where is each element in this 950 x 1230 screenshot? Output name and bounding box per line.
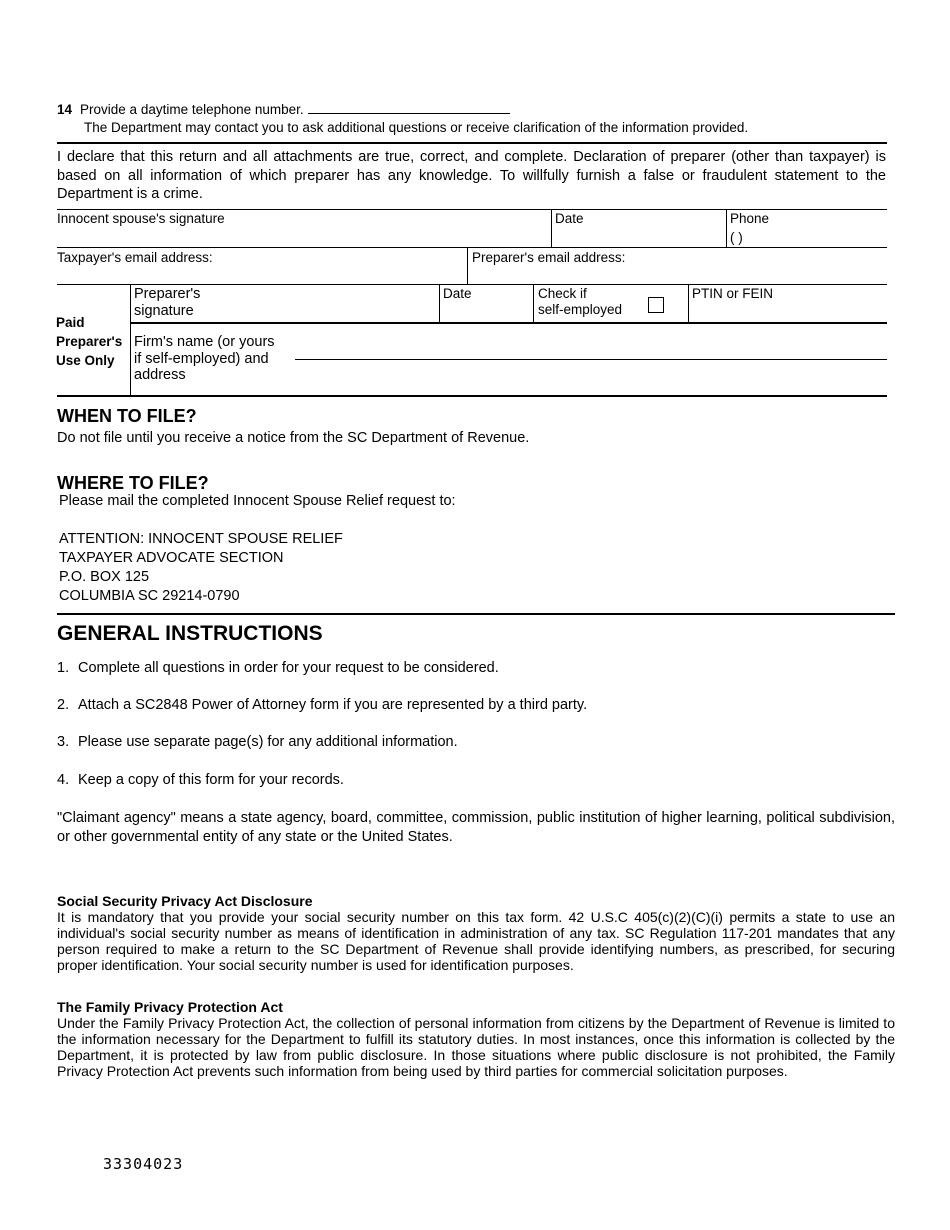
general-instructions-heading: GENERAL INSTRUCTIONS bbox=[57, 622, 323, 645]
address-line: P.O. BOX 125 bbox=[59, 569, 150, 585]
form-code: 33304023 bbox=[103, 1155, 184, 1173]
taxpayer-email-field[interactable]: Taxpayer's email address: bbox=[57, 250, 213, 265]
where-to-file-heading: WHERE TO FILE? bbox=[57, 473, 209, 493]
ss-privacy-heading: Social Security Privacy Act Disclosure bbox=[57, 893, 313, 909]
divider bbox=[57, 142, 887, 144]
phone-question-note: The Department may contact you to ask additional questions or receive clarification of the information provided. bbox=[84, 120, 749, 135]
ptin-field[interactable]: PTIN or FEIN bbox=[692, 286, 774, 301]
preparer-date-field[interactable]: Date bbox=[443, 286, 472, 301]
divider bbox=[57, 613, 895, 615]
firm-name-address-field[interactable]: Firm's name (or yours if self-employed) and address bbox=[134, 334, 275, 383]
innocent-spouse-signature-field[interactable]: Innocent spouse's signature bbox=[57, 211, 225, 226]
address-line: TAXPAYER ADVOCATE SECTION bbox=[59, 550, 284, 566]
ss-privacy-text: It is mandatory that you provide your social security number on this tax form. 42 U.S.C 405(c)(2)(C)(i) permits a state to use an individual's social security number as means of identification in administration of any tax. SC Regulation 117-201 mandates that any person required to make a return to the SC Department of Revenue shall provide identifying numbers, as prescribed, for securing proper identification. Your social security number is used for identification purposes. bbox=[57, 909, 895, 973]
family-privacy-heading: The Family Privacy Protection Act bbox=[57, 999, 283, 1015]
claimant-agency-text: "Claimant agency" means a state agency, board, committee, commission, public institution of higher learning, political subdivision, or other governmental entity of any state or the United States. bbox=[57, 810, 895, 845]
preparer-email-field[interactable]: Preparer's email address: bbox=[472, 250, 626, 265]
preparer-signature-field[interactable]: Preparer's signature bbox=[134, 286, 201, 319]
list-item: 3. Please use separate page(s) for any additional information. bbox=[57, 734, 458, 750]
phone-field[interactable]: ( ) bbox=[730, 230, 743, 245]
phone-question bbox=[57, 101, 510, 117]
signature-date-field[interactable]: Date bbox=[555, 211, 584, 226]
list-item: 2. Attach a SC2848 Power of Attorney form if you are represented by a third party. bbox=[57, 697, 588, 713]
address-line: ATTENTION: INNOCENT SPOUSE RELIEF bbox=[59, 531, 343, 547]
self-employed-label: Check if self-employed bbox=[538, 286, 623, 317]
list-item: 4. Keep a copy of this form for your records. bbox=[57, 772, 344, 788]
phone-field-label: Phone bbox=[730, 211, 770, 226]
list-item: 1. Complete all questions in order for your request to be considered. bbox=[57, 660, 499, 676]
phone-number-field[interactable] bbox=[308, 101, 510, 114]
address-line: COLUMBIA SC 29214-0790 bbox=[59, 588, 240, 604]
self-employed-checkbox[interactable] bbox=[648, 297, 664, 313]
declaration-text: I declare that this return and all attachments are true, correct, and complete. Declaration of preparer (other than taxpayer) is based on all information of which preparer has any knowledge. To willfully furnish a false or fraudulent statement to the Department is a crime. bbox=[57, 149, 886, 202]
question-number: 14 bbox=[57, 102, 73, 117]
mailing-address bbox=[59, 530, 343, 606]
when-to-file-text: Do not file until you receive a notice from the SC Department of Revenue. bbox=[57, 430, 530, 446]
where-to-file-text: Please mail the completed Innocent Spouse Relief request to: bbox=[59, 493, 456, 509]
when-to-file-heading: WHEN TO FILE? bbox=[57, 406, 197, 426]
phone-question-label: Provide a daytime telephone number. bbox=[80, 102, 304, 117]
paid-preparer-label: Paid Preparer's Use Only bbox=[56, 315, 123, 368]
family-privacy-text: Under the Family Privacy Protection Act, the collection of personal information from citizens by the Department of Revenue is limited to the information necessary for the Department to fulfill its statutory duties. In most instances, once this information is collected by the Department, it is protected by law from public disclosure. In those situations where public disclosure is not prohibited, the Family Privacy Protection Act prevents such information from being used by third parties for commercial solicitation purposes. bbox=[57, 1015, 895, 1079]
